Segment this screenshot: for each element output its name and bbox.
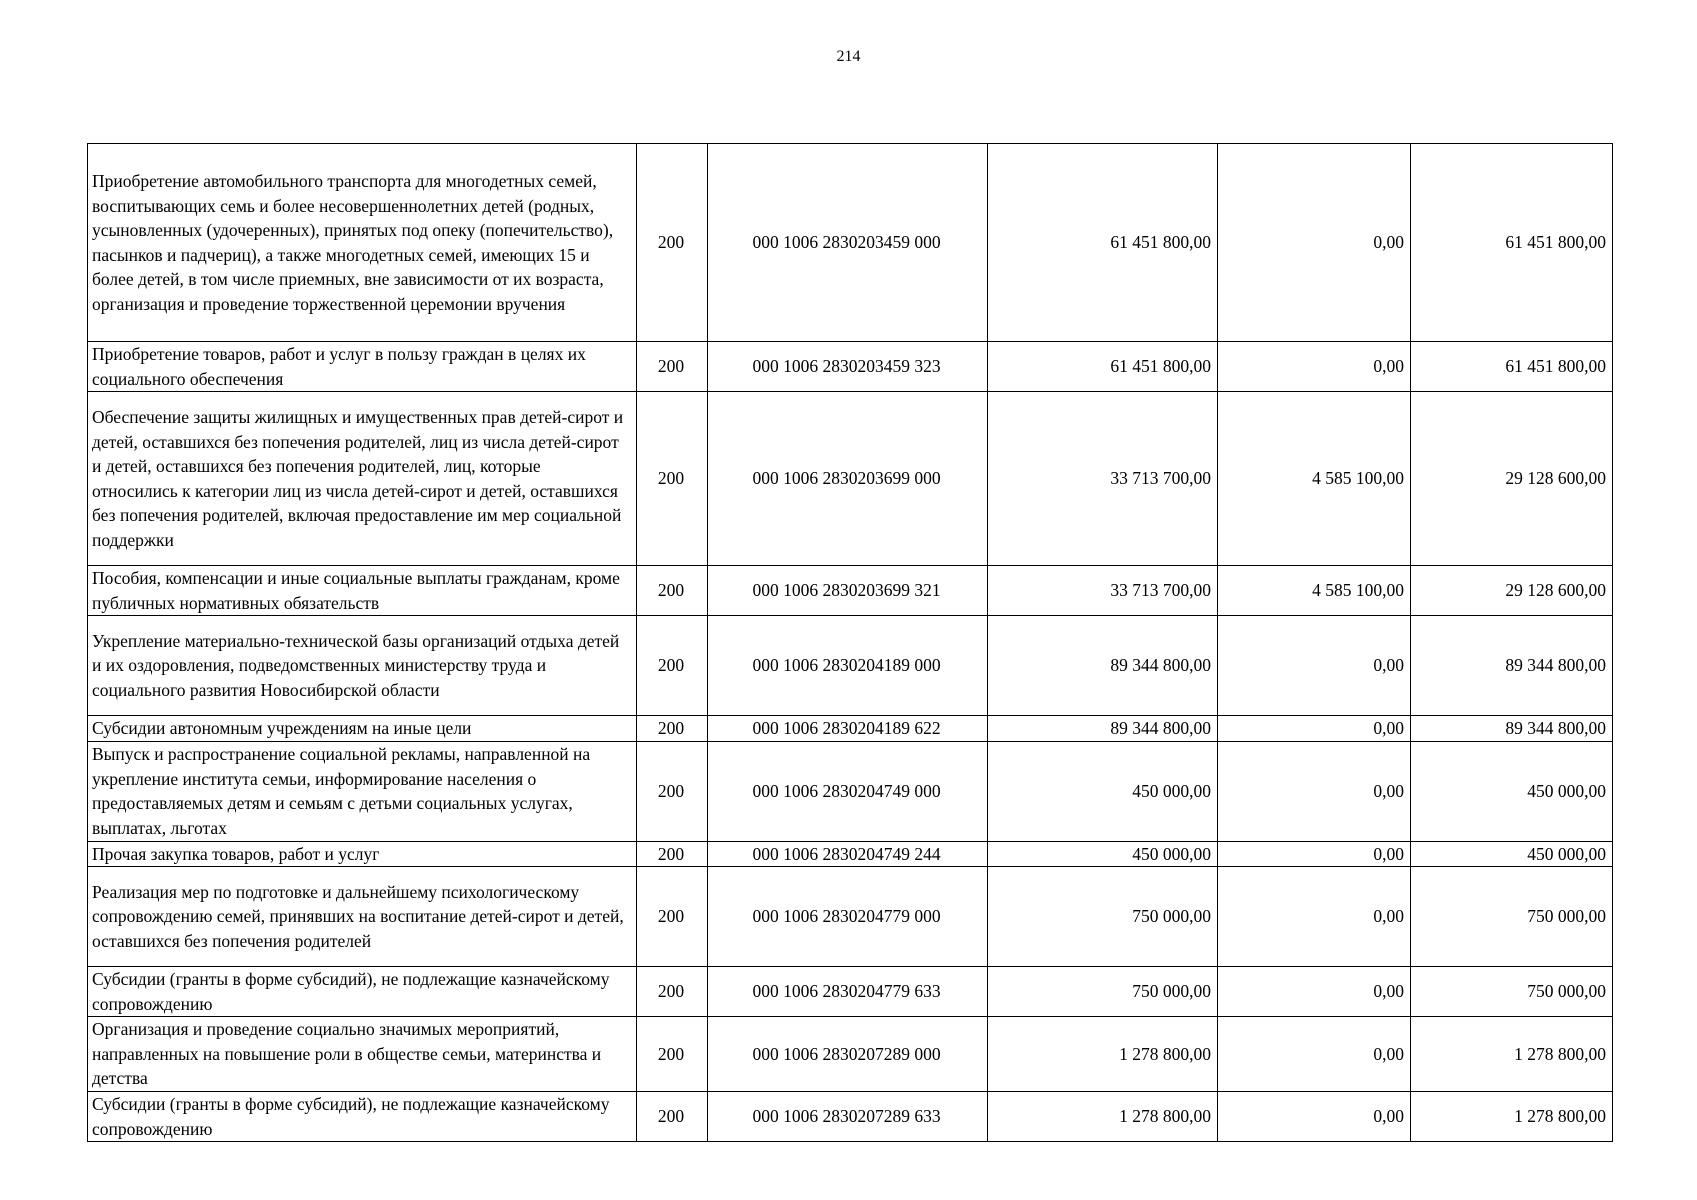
table-row [88,1017,1613,1092]
row-name: Прочая закупка товаров, работ и услуг [88,841,637,867]
row-kbk: 000 1006 2830204749 244 [708,841,988,867]
row-unexecuted: 450 000,00 [1411,741,1613,841]
row-executed: 0,00 [1218,841,1411,867]
row-code: 200 [637,144,708,342]
row-kbk: 000 1006 2830203699 000 [708,392,988,566]
row-unexecuted: 61 451 800,00 [1411,342,1613,392]
row-name: Субсидии (гранты в форме субсидий), не подлежащие казначейскому сопровождению [88,967,637,1017]
row-code: 200 [637,741,708,841]
row-kbk: 000 1006 2830204189 622 [708,716,988,742]
table-row [88,867,1613,967]
row-kbk: 000 1006 2830204779 633 [708,967,988,1017]
row-kbk: 000 1006 2830207289 633 [708,1092,988,1142]
row-kbk: 000 1006 2830204189 000 [708,616,988,716]
row-name: Субсидии (гранты в форме субсидий), не подлежащие казначейскому сопровождению [88,1092,637,1142]
table-row [88,1092,1613,1142]
row-executed: 0,00 [1218,741,1411,841]
row-unexecuted: 1 278 800,00 [1411,1017,1613,1092]
table-row [88,967,1613,1017]
row-approved: 33 713 700,00 [988,566,1218,616]
row-code: 200 [637,566,708,616]
row-kbk: 000 1006 2830203459 000 [708,144,988,342]
row-approved: 1 278 800,00 [988,1017,1218,1092]
row-code: 200 [637,1092,708,1142]
row-unexecuted: 29 128 600,00 [1411,392,1613,566]
row-code: 200 [637,616,708,716]
row-kbk: 000 1006 2830204779 000 [708,867,988,967]
page-number: 214 [836,48,861,65]
row-kbk: 000 1006 2830203699 321 [708,566,988,616]
row-kbk: 000 1006 2830203459 323 [708,342,988,392]
row-executed: 4 585 100,00 [1218,392,1411,566]
row-unexecuted: 29 128 600,00 [1411,566,1613,616]
table-row [88,392,1613,566]
row-executed: 4 585 100,00 [1218,566,1411,616]
table-row [88,841,1613,867]
row-executed: 0,00 [1218,1092,1411,1142]
row-code: 200 [637,867,708,967]
row-approved: 750 000,00 [988,867,1218,967]
row-executed: 0,00 [1218,616,1411,716]
row-code: 200 [637,342,708,392]
row-kbk: 000 1006 2830204749 000 [708,741,988,841]
row-name: Обеспечение защиты жилищных и имущественных прав детей-сирот и детей, оставшихся без попечения родителей, лиц из числа детей-сирот и детей, оставшихся без попечения родителей, лиц, которые относились к категории лиц из числа детей-сирот и детей, оставшихся без попечения родителей, включая предоставление им мер социальной поддержки [88,392,637,566]
row-executed: 0,00 [1218,716,1411,742]
row-unexecuted: 89 344 800,00 [1411,616,1613,716]
row-unexecuted: 1 278 800,00 [1411,1092,1613,1142]
row-name: Приобретение товаров, работ и услуг в пользу граждан в целях их социального обеспечения [88,342,637,392]
row-unexecuted: 750 000,00 [1411,867,1613,967]
budget-table [87,143,1613,1142]
row-approved: 750 000,00 [988,967,1218,1017]
row-code: 200 [637,1017,708,1092]
row-approved: 61 451 800,00 [988,144,1218,342]
row-unexecuted: 61 451 800,00 [1411,144,1613,342]
row-kbk: 000 1006 2830207289 000 [708,1017,988,1092]
row-executed: 0,00 [1218,144,1411,342]
row-code: 200 [637,716,708,742]
row-approved: 89 344 800,00 [988,716,1218,742]
row-approved: 1 278 800,00 [988,1092,1218,1142]
row-approved: 450 000,00 [988,741,1218,841]
table-row [88,716,1613,742]
row-executed: 0,00 [1218,867,1411,967]
table-row [88,342,1613,392]
row-name: Укрепление материально-технической базы организаций отдыха детей и их оздоровления, подведомственных министерству труда и социального развития Новосибирской области [88,616,637,716]
row-approved: 61 451 800,00 [988,342,1218,392]
row-code: 200 [637,392,708,566]
row-unexecuted: 450 000,00 [1411,841,1613,867]
row-executed: 0,00 [1218,967,1411,1017]
row-name: Пособия, компенсации и иные социальные выплаты гражданам, кроме публичных нормативных обязательств [88,566,637,616]
row-approved: 450 000,00 [988,841,1218,867]
row-name: Реализация мер по подготовке и дальнейшему психологическому сопровождению семей, принявших на воспитание детей-сирот и детей, оставшихся без попечения родителей [88,867,637,967]
table-row [88,566,1613,616]
row-code: 200 [637,841,708,867]
table-row [88,616,1613,716]
row-approved: 33 713 700,00 [988,392,1218,566]
row-unexecuted: 750 000,00 [1411,967,1613,1017]
table-row [88,144,1613,342]
row-executed: 0,00 [1218,1017,1411,1092]
row-name: Субсидии автономным учреждениям на иные цели [88,716,637,742]
row-name: Организация и проведение социально значимых мероприятий, направленных на повышение роли в обществе семьи, материнства и детства [88,1017,637,1092]
row-name: Выпуск и распространение социальной рекламы, направленной на укрепление института семьи, информирование населения о предоставляемых детям и семьям с детьми социальных услугах, выплатах, льготах [88,741,637,841]
row-unexecuted: 89 344 800,00 [1411,716,1613,742]
row-name: Приобретение автомобильного транспорта для многодетных семей, воспитывающих семь и более несовершеннолетних детей (родных, усыновленных (удочеренных), принятых под опеку (попечительство), пасынков и падчериц), а также многодетных семей, имеющих 15 и более детей, в том числе приемных, вне зависимости от их возраста, организация и проведение торжественной церемонии вручения [88,144,637,342]
row-approved: 89 344 800,00 [988,616,1218,716]
row-executed: 0,00 [1218,342,1411,392]
row-code: 200 [637,967,708,1017]
table-row [88,741,1613,841]
